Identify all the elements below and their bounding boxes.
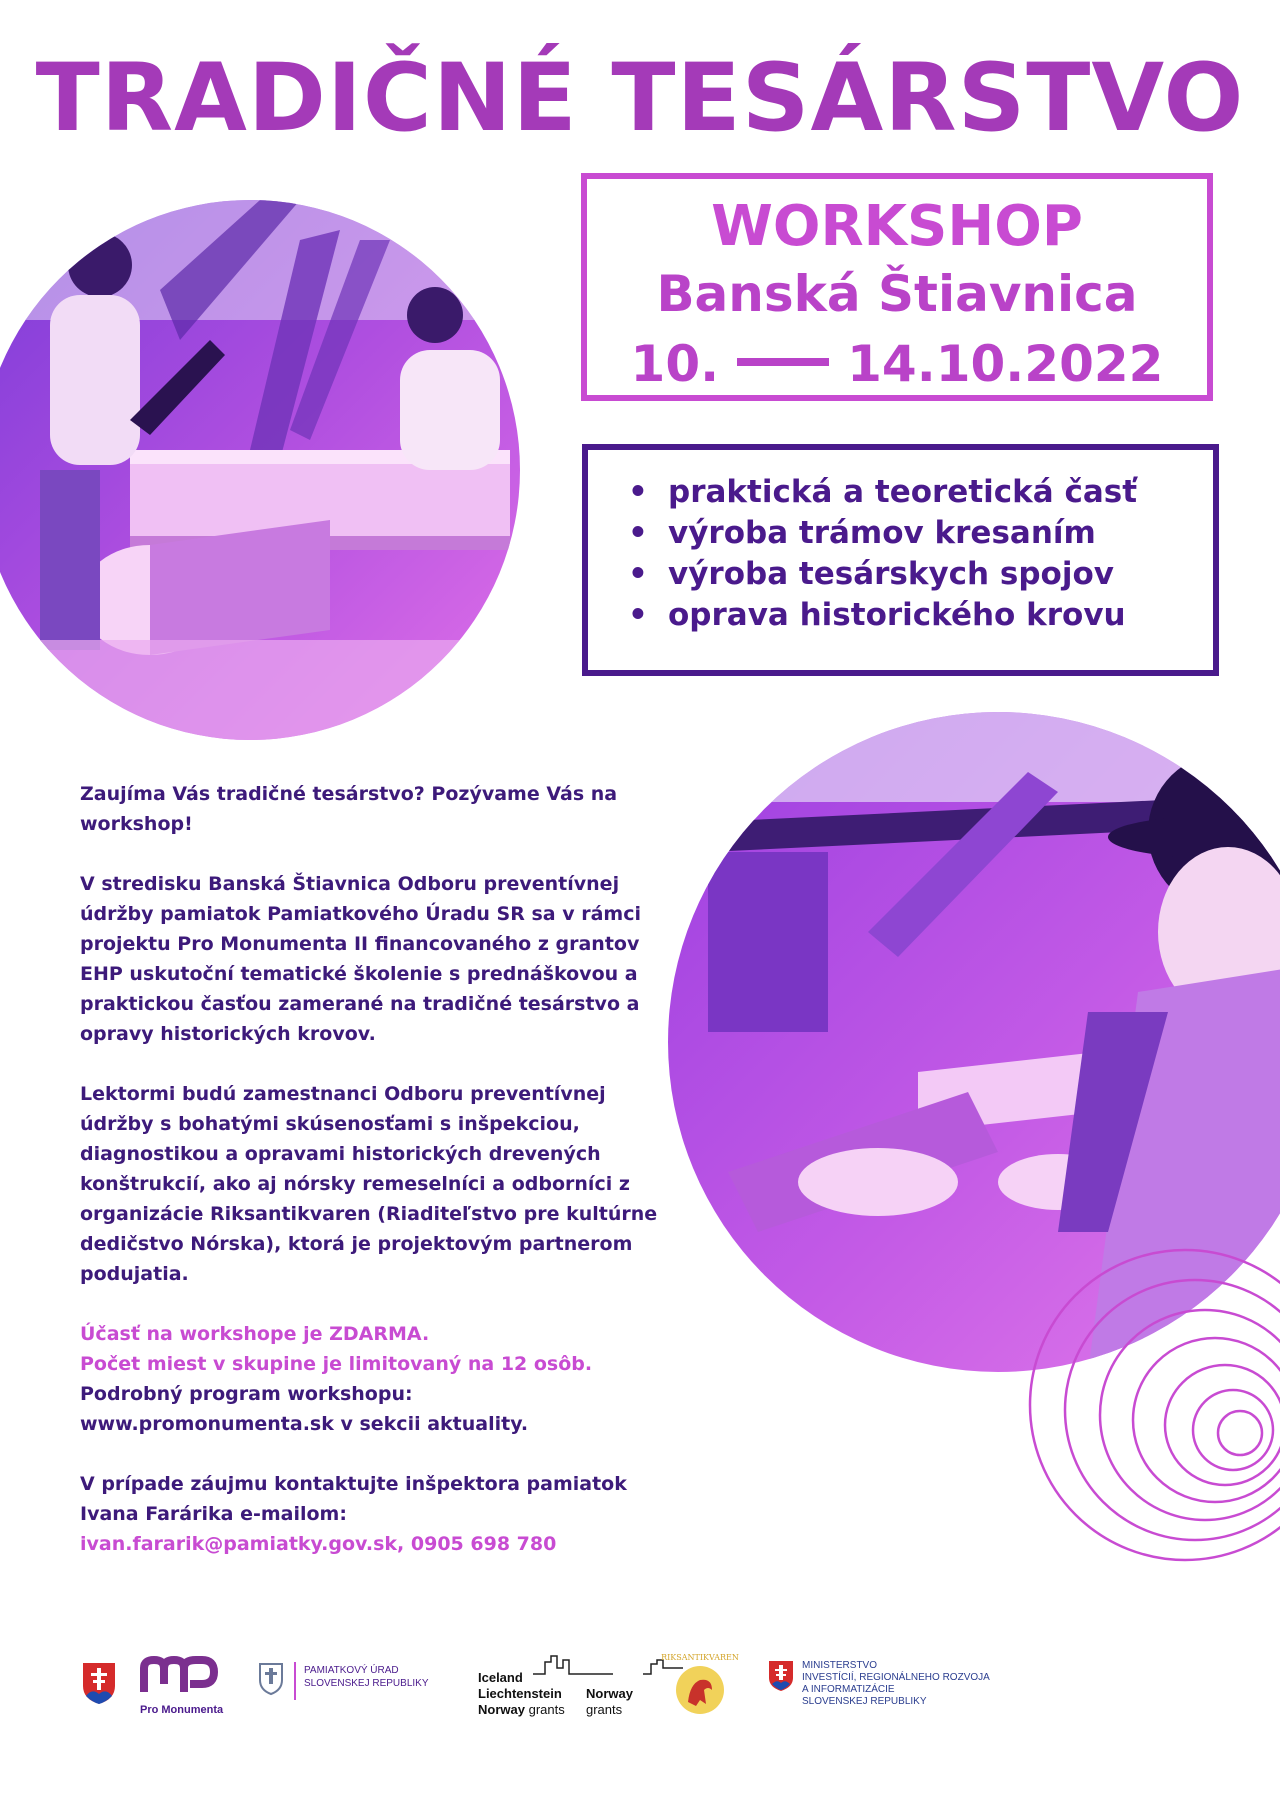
riksantikvaren-label: RIKSANTIKVAREN [661,1653,739,1662]
pro-monumenta-icon [140,1654,230,1696]
bullet: • [628,597,648,633]
pro-monumenta-label: Pro Monumenta [140,1704,224,1716]
grants-norway: Norway [478,1702,525,1717]
ministry-text [802,1660,990,1708]
list-item [628,554,1137,595]
paragraph-project: V stredisku Banská Štiavnica Odboru preventívnej údržby pamiatok Pamiatkového Úradu SR sa v rámci projektu Pro Monumenta II financovaného z grantov EHP uskutoční tematické školenie s prednáškovou a praktickou časťou zamerané na tradičné tesárstvo a opravy historických krovov. [80,873,641,1045]
grants-norway-line [478,1702,565,1718]
body-text [80,779,660,1559]
topics-box [582,444,1219,676]
riksantikvaren-logo [660,1650,750,1730]
date-start: 10. [630,335,720,393]
ministry-logo [768,1660,1008,1720]
shield-icon [258,1662,284,1696]
topics-list [628,472,1137,636]
logo-divider [294,1662,296,1700]
date-end: 14.10.2022 [847,335,1164,393]
concentric-rings-decoration [1020,1245,1280,1565]
event-type: WORKSHOP [711,194,1083,259]
eea-grants-logo [478,1654,643,1724]
pro-monumenta-logo [140,1654,250,1724]
partner-logos [0,1640,1280,1730]
date-dash [737,358,829,366]
grants-word: grants [528,1702,565,1717]
ministry-line2: INVESTÍCIÍ, REGIONÁLNEHO ROZVOJA [802,1672,990,1683]
contact-email-phone[interactable]: ivan.fararik@pamiatky.gov.sk, 0905 698 780 [80,1533,557,1555]
norway-grants-norway: Norway [586,1686,633,1701]
topic-text: výroba tesárskych spojov [668,556,1114,592]
bullet: • [628,474,648,510]
carpenters-photo-left [0,200,520,740]
ministry-line1: MINISTERSTVO [802,1660,878,1671]
program-label: Podrobný program workshopu: [80,1383,413,1405]
contact-line-2: Ivana Farárika e-mailom: [80,1503,347,1525]
norway-grants-text [586,1686,633,1718]
event-dates [587,335,1207,393]
pamiatkovy-urad-line1: PAMIATKOVÝ ÚRAD [304,1665,399,1676]
page-title: TRADIČNÉ TESÁRSTVO [35,44,1245,153]
list-item [628,595,1137,636]
ministry-line4: SLOVENSKEJ REPUBLIKY [802,1696,927,1707]
contact-info [80,1469,660,1559]
list-item [628,513,1137,554]
slovak-coat-of-arms-icon [80,1660,118,1706]
topic-text: výroba trámov kresaním [668,515,1096,551]
free-notice: Účasť na workshope je ZDARMA. [80,1323,430,1345]
participation-info [80,1319,660,1439]
norway-grants-word: grants [586,1702,623,1717]
pamiatkovy-urad-line2: SLOVENSKEJ REPUBLIKY [304,1678,429,1689]
list-item [628,472,1137,513]
slovak-coat-of-arms-small-icon [768,1660,794,1692]
grants-iceland: Iceland [478,1670,523,1685]
ministry-line3: A INFORMATIZÁCIE [802,1684,895,1695]
contact-line-1: V prípade záujmu kontaktujte inšpektora pamiatok [80,1473,627,1495]
paragraph-lecturers: Lektormi budú zamestnanci Odboru preventívnej údržby s bohatými skúsenosťami s inšpekciou, diagnostikou a opravami historických drevených konštrukcií, ako aj nórsky remeselníci a odborníci z organizácie Riksantikvaren (Riaditeľstvo pre kultúrne dedičstvo Nórska), ktorá je projektovým partnerom podujatia. [80,1083,658,1285]
program-link[interactable]: www.promonumenta.sk v sekcii aktuality. [80,1413,529,1435]
grants-liechtenstein: Liechtenstein [478,1686,562,1701]
bullet: • [628,556,648,592]
limit-notice: Počet miest v skupine je limitovaný na 12 osôb. [80,1353,593,1375]
topic-text: praktická a teoretická časť [668,474,1138,510]
eea-grants-text [478,1670,565,1718]
intro-paragraph: Zaujíma Vás tradičné tesárstvo? Pozývame Vás na workshop! [80,783,618,835]
event-place: Banská Štiavnica [656,265,1138,323]
event-box [581,173,1213,401]
bullet: • [628,515,648,551]
topic-text: oprava historického krovu [668,597,1126,633]
pamiatkovy-urad-text [304,1664,429,1690]
pamiatkovy-urad-logo [258,1662,448,1722]
lion-emblem-icon [660,1650,740,1730]
